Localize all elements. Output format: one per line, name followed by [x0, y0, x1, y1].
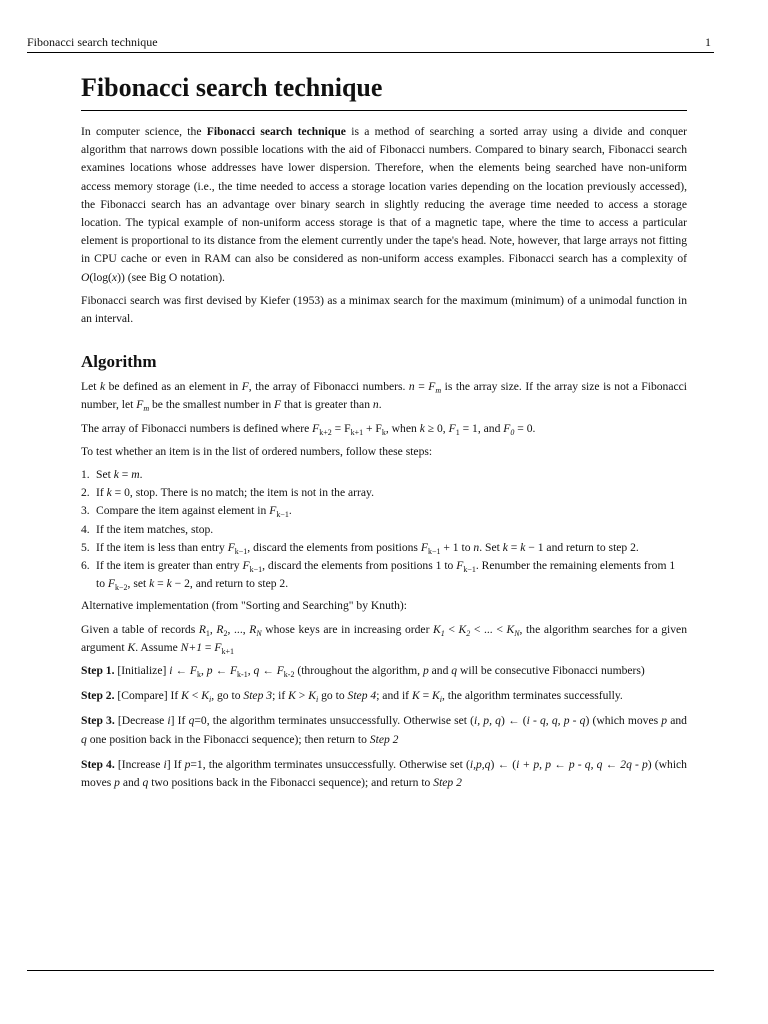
- test-intro: To test whether an item is in the list of ordered numbers, follow these steps:: [81, 444, 433, 458]
- footer-rule: [27, 970, 714, 971]
- title-rule: [81, 110, 687, 111]
- term-bold: Fibonacci search technique: [206, 125, 346, 138]
- alternative-intro: Alternative implementation (from "Sorting and Searching" by Knuth):: [81, 599, 407, 613]
- list-item: 5. If the item is less than entry $F_{k-1}$, discard the elements from positions $F_{k-1} + 1$ to n. Set k = k − 1 and return to step 2.: [81, 540, 639, 556]
- list-item: 6. If the item is greater than entry $F_{k-1}$, discard the elements from positions 1 to $F_{k-1}$. Renumber the remaining elements from 1 to $F_{k-2}$, set k = k − 2, and return to step 2.: [81, 559, 676, 593]
- steps-list: [81, 466, 687, 593]
- running-title: Fibonacci search technique: [27, 35, 158, 49]
- fibonacci-definition: The array of Fibonacci numbers is defined where $F_{k+2} = F_{k+1} + F_k$, when k ≥ 0, $F_1 = 1$, and $F_0 = 0$.: [81, 421, 536, 437]
- list-item: 3. Compare the item against element in $F_{k-1}$.: [81, 504, 292, 520]
- knuth-step-2: Step 2. [Compare] If $K < K_i$, go to Step 3; if $K > K_i$ go to Step 4; and if $K = K_i$, the algorithm terminates successfully.: [81, 689, 623, 705]
- list-item: 1. Set k = m.: [81, 468, 143, 482]
- running-header: [27, 35, 711, 53]
- knuth-step-3: Step 3. [Decrease i] If q=0, the algorithm terminates unsuccessfully. Otherwise set (i, p, q) ← (i - q, q, p - q) (which moves p and q one position back in the Fibonacci sequence); then return to Step 2: [81, 714, 687, 746]
- page-title: Fibonacci search technique: [81, 73, 383, 102]
- list-item: 4. If the item matches, stop.: [81, 522, 214, 536]
- intro-paragraph-1: In computer science, the Fibonacci search technique is a method of searching a sorted array using a divide and conquer algorithm that narrows down possible locations with the aid of Fibonacci numbers. Compared to binary search, Fibonacci search examines locations whose addresses have lower dispersion. Therefore, when the elements being searched have non-uniform access memory storage (i.e., the time needed to access a storage location varies depending on the location previously accessed), the Fibonacci search has an advantage over binary search in slightly reducing the average time needed to access a storage location. The typical example of non-uniform access storage is that of a magnetic tape, where the time to access a particular element is proportional to its distance from the element currently under the tape's head. Note, however, that large arrays not fitting in CPU cache or even in RAM can also be considered as non-uniform access examples. Fibonacci search has a complexity of O(log(x)) (see Big O notation).: [81, 125, 687, 284]
- section-heading-algorithm: Algorithm: [81, 352, 157, 372]
- list-item: 2. If k = 0, stop. There is no match; the item is not in the array.: [81, 486, 374, 500]
- knuth-step-1: Step 1. [Initialize] i ← $F_k$, p ← $F_{k-1}$, q ← $F_{k-2}$ (throughout the algorithm, p and q will be consecutive Fibonacci numbers): [81, 664, 645, 680]
- definition-paragraph: Let k be defined as an element in F, the array of Fibonacci numbers. $n = F_m$ is the array size. If the array size is not a Fibonacci number, let $F_m$ be the smallest number in F that is greater than n.: [81, 380, 688, 414]
- intro-paragraph-2: Fibonacci search was first devised by Kiefer (1953) as a minimax search for the maximum (minimum) of a unimodal function in an interval.: [81, 293, 687, 326]
- given-paragraph: Given a table of records $R_1$, $R_2$, ..., $R_N$ whose keys are in increasing order $K_1 < K_2$ < ... < $K_N$, the algorithm searches for a given argument K. Assume $N+1 = F_{k+1}$: [81, 622, 688, 656]
- article-body: [81, 70, 687, 799]
- page-number: 1: [705, 35, 711, 49]
- knuth-step-4: Step 4. [Increase i] If p=1, the algorithm terminates unsuccessfully. Otherwise set (i,p,q) ← (i + p, p ← p - q, q ← 2q - p) (which moves p and q two positions back in the Fibonacci sequence); and return to Step 2: [81, 757, 687, 790]
- header-rule: [27, 52, 714, 53]
